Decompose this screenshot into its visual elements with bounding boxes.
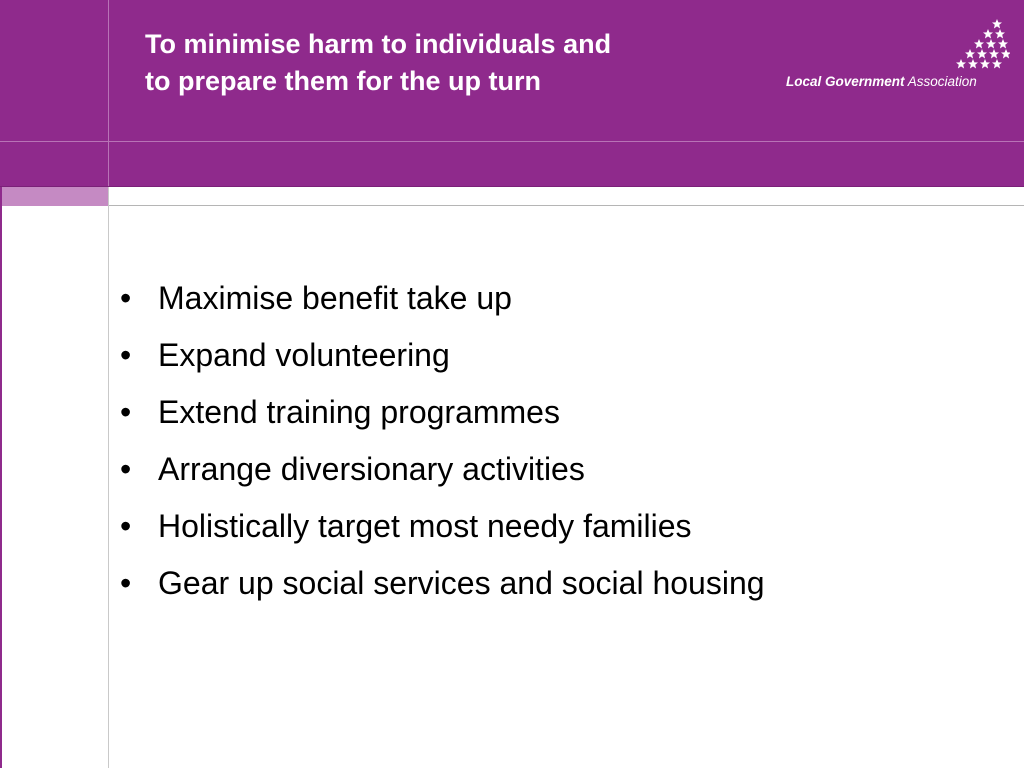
bullet-text: Arrange diversionary activities xyxy=(158,451,585,487)
bullet-text: Gear up social services and social housing xyxy=(158,565,765,601)
bullet-marker: • xyxy=(120,394,132,430)
logo-text-bold: Local Government xyxy=(786,74,905,89)
left-edge-border xyxy=(0,187,2,768)
bullet-marker: • xyxy=(120,565,132,601)
bullet-text: Holistically target most needy families xyxy=(158,508,692,544)
title-line-1: To minimise harm to individuals and xyxy=(145,29,612,59)
logo-text-rest: Association xyxy=(904,74,977,89)
stars-icon xyxy=(950,18,1010,73)
bullet-marker: • xyxy=(120,508,132,544)
content-top-rule xyxy=(108,205,1024,206)
header-bottom-border xyxy=(0,186,1024,187)
content-left-rule xyxy=(108,187,109,768)
bullet-text: Maximise benefit take up xyxy=(158,280,512,316)
lga-logo xyxy=(780,18,1010,98)
slide-title xyxy=(145,26,765,100)
header-divider xyxy=(0,141,1024,142)
accent-block xyxy=(0,187,108,206)
logo-wordmark xyxy=(786,74,977,89)
bullet-text: Expand volunteering xyxy=(158,337,450,373)
title-line-2: to prepare them for the up turn xyxy=(145,66,542,96)
bullet-marker: • xyxy=(120,337,132,373)
bullet-marker: • xyxy=(120,451,132,487)
bullet-text: Extend training programmes xyxy=(158,394,560,430)
header-vertical-divider xyxy=(108,0,109,186)
bullet-marker: • xyxy=(120,280,132,316)
